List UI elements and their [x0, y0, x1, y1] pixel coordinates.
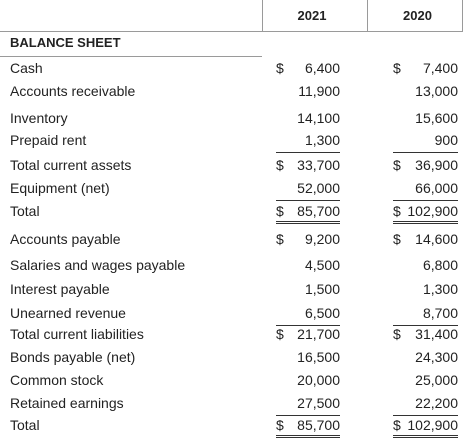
- currency-symbol: $: [276, 203, 284, 219]
- amount: 36,900: [415, 157, 458, 173]
- table-row: [0, 132, 463, 152]
- amount: 27,500: [297, 395, 340, 411]
- value-2021: [240, 372, 340, 391]
- double-underline: [393, 435, 458, 438]
- amount: 6,400: [304, 60, 340, 76]
- value-2020: [357, 257, 458, 276]
- amount: 22,200: [415, 395, 458, 411]
- row-label: Total: [10, 203, 40, 219]
- table-row: [0, 203, 463, 223]
- value-2021: [240, 305, 340, 324]
- value-2021: [240, 257, 340, 276]
- value-2020: [357, 132, 458, 151]
- amount: 9,200: [304, 231, 340, 247]
- value-2020: [357, 83, 458, 102]
- amount: 8,700: [422, 305, 458, 321]
- value-2021: [240, 417, 340, 436]
- row-label: Total current liabilities: [10, 326, 144, 342]
- currency-symbol: $: [393, 417, 401, 433]
- amount: 25,000: [415, 372, 458, 388]
- amount: 66,000: [415, 180, 458, 196]
- value-2020: [357, 372, 458, 391]
- underline: [276, 152, 340, 153]
- amount: 1,500: [304, 281, 340, 297]
- row-label: Total: [10, 417, 40, 433]
- row-label: Cash: [10, 60, 43, 76]
- amount: 13,000: [415, 83, 458, 99]
- amount: 4,500: [304, 257, 340, 273]
- row-label: Accounts payable: [10, 231, 121, 247]
- amount: 24,300: [415, 349, 458, 365]
- table-row: [0, 349, 463, 369]
- currency-symbol: $: [393, 203, 401, 219]
- amount: 11,900: [298, 83, 340, 99]
- row-label: Retained earnings: [10, 395, 124, 411]
- row-label: Equipment (net): [10, 180, 110, 196]
- row-label: Accounts receivable: [10, 83, 136, 99]
- row-label: Inventory: [10, 110, 68, 126]
- table-row: [0, 372, 463, 392]
- table-row: [0, 83, 463, 103]
- value-2021: [240, 203, 340, 222]
- amount: 20,000: [297, 372, 340, 388]
- title-rule: [0, 56, 262, 57]
- table-row: [0, 305, 463, 325]
- currency-symbol: $: [393, 157, 401, 173]
- table-row: [0, 231, 463, 251]
- value-2021: [240, 60, 340, 79]
- currency-symbol: $: [276, 157, 284, 173]
- amount: 14,100: [297, 110, 340, 126]
- underline: [393, 200, 458, 201]
- amount: 102,900: [407, 203, 458, 219]
- underline: [276, 200, 340, 201]
- table-row: [0, 157, 463, 177]
- row-label: Common stock: [10, 372, 104, 388]
- currency-symbol: $: [393, 326, 401, 342]
- currency-symbol: $: [393, 60, 401, 76]
- amount: 33,700: [297, 157, 340, 173]
- double-underline: [276, 435, 340, 438]
- amount: 6,800: [422, 257, 458, 273]
- column-header-2021: 2021: [297, 8, 327, 23]
- amount: 14,600: [415, 231, 458, 247]
- amount: 900: [434, 132, 458, 148]
- table-row: [0, 395, 463, 415]
- header-rule: [0, 31, 463, 32]
- amount: 15,600: [415, 110, 458, 126]
- currency-symbol: $: [276, 60, 284, 76]
- value-2020: [357, 203, 458, 222]
- table-row: [0, 110, 463, 130]
- double-underline: [393, 221, 458, 224]
- value-2021: [240, 110, 340, 129]
- table-row: [0, 180, 463, 200]
- amount: 85,700: [297, 417, 340, 433]
- value-2021: [240, 326, 340, 345]
- underline: [393, 415, 458, 416]
- value-2020: [357, 281, 458, 300]
- header-divider: [262, 0, 263, 32]
- amount: 1,300: [422, 281, 458, 297]
- table-row: [0, 281, 463, 301]
- value-2020: [357, 305, 458, 324]
- section-title: BALANCE SHEET: [10, 35, 121, 50]
- double-underline: [276, 221, 340, 224]
- amount: 21,700: [297, 326, 340, 342]
- row-label: Bonds payable (net): [10, 349, 136, 365]
- value-2021: [240, 157, 340, 176]
- value-2020: [357, 110, 458, 129]
- row-label: Interest payable: [10, 281, 110, 297]
- currency-symbol: $: [276, 231, 284, 247]
- currency-symbol: $: [276, 326, 284, 342]
- table-row: [0, 326, 463, 346]
- amount: 6,500: [304, 305, 340, 321]
- value-2021: [240, 83, 340, 102]
- underline: [276, 415, 340, 416]
- value-2021: [240, 281, 340, 300]
- value-2021: [240, 132, 340, 151]
- row-label: Prepaid rent: [10, 132, 87, 148]
- table-row: [0, 257, 463, 277]
- amount: 31,400: [415, 326, 458, 342]
- row-label: Total current assets: [10, 157, 132, 173]
- value-2020: [357, 231, 458, 250]
- value-2020: [357, 326, 458, 345]
- amount: 16,500: [297, 349, 340, 365]
- column-header-2020: 2020: [403, 8, 432, 23]
- value-2021: [240, 180, 340, 199]
- value-2020: [357, 417, 458, 436]
- value-2021: [240, 231, 340, 250]
- value-2020: [357, 180, 458, 199]
- currency-symbol: $: [276, 417, 284, 433]
- amount: 7,400: [422, 60, 458, 76]
- value-2020: [357, 60, 458, 79]
- value-2020: [357, 349, 458, 368]
- header-divider: [367, 0, 368, 32]
- value-2020: [357, 157, 458, 176]
- amount: 85,700: [297, 203, 340, 219]
- value-2021: [240, 395, 340, 414]
- currency-symbol: $: [393, 231, 401, 247]
- table-row: [0, 60, 463, 80]
- row-label: Salaries and wages payable: [10, 257, 186, 273]
- underline: [393, 152, 458, 153]
- amount: 52,000: [297, 180, 340, 196]
- value-2020: [357, 395, 458, 414]
- amount: 1,300: [304, 132, 340, 148]
- row-label: Unearned revenue: [10, 305, 126, 321]
- amount: 102,900: [407, 417, 458, 433]
- value-2021: [240, 349, 340, 368]
- table-row: [0, 417, 463, 437]
